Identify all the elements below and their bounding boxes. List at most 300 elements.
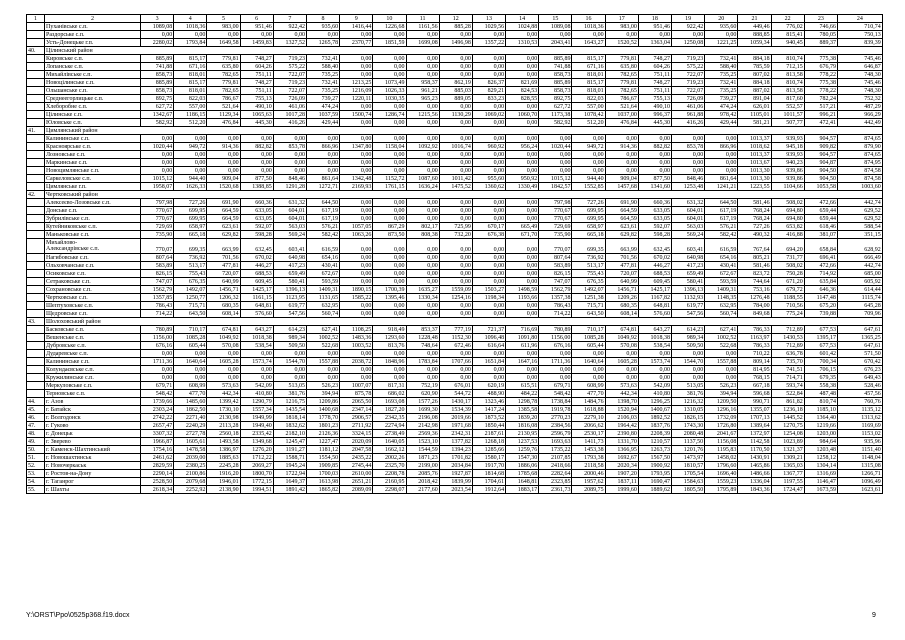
value-cell: 746,66 xyxy=(804,23,837,31)
value-cell: 0,00 xyxy=(638,167,671,175)
value-cell: 939,86 xyxy=(771,167,804,175)
value-cell: 563,03 xyxy=(672,223,705,231)
value-cell: 1017,28 xyxy=(273,111,306,119)
district-section-row xyxy=(27,318,883,326)
value-cell: 2020,09 xyxy=(340,438,373,446)
value-cell: 1584,63 xyxy=(672,478,705,486)
value-cell: 512,20 xyxy=(572,119,605,127)
value-cell: 1013,67 xyxy=(738,159,771,167)
district-name: Шолоховський район xyxy=(45,318,883,326)
value-cell: 1693,63 xyxy=(539,438,572,446)
value-cell: 1647,16 xyxy=(506,358,539,366)
value-cell: 775,24 xyxy=(771,310,804,318)
row-number: 47. xyxy=(27,422,45,430)
value-cell: 442,34 xyxy=(207,390,240,398)
value-cell: 1151,40 xyxy=(837,446,882,454)
value-cell: 1416,44 xyxy=(340,23,373,31)
value-cell: 0,00 xyxy=(439,31,472,39)
value-cell: 2279,10 xyxy=(572,414,605,422)
row-number xyxy=(27,231,45,239)
value-cell: 538,54 xyxy=(240,342,273,350)
value-cell: 1135,12 xyxy=(837,406,882,414)
settlement-name: Колундаєвське с.п. xyxy=(45,366,141,374)
value-cell: 670,42 xyxy=(837,358,882,366)
value-cell: 0,00 xyxy=(506,239,539,254)
value-cell: 542,09 xyxy=(240,382,273,390)
value-cell: 1023,89 xyxy=(771,438,804,446)
value-cell: 658,84 xyxy=(804,239,837,254)
value-cell: 0,00 xyxy=(406,135,439,143)
value-cell: 1971,68 xyxy=(439,422,472,430)
value-cell: 1389,64 xyxy=(738,422,771,430)
value-cell: 2043,41 xyxy=(539,39,572,47)
value-cell: 643,50 xyxy=(572,310,605,318)
value-cell: 672,46 xyxy=(439,342,472,350)
value-cell: 1552,85 xyxy=(572,183,605,191)
value-cell: 664,59 xyxy=(605,215,638,223)
value-cell: 715,71 xyxy=(174,302,207,310)
row-number xyxy=(27,286,45,294)
value-cell: 0,00 xyxy=(539,374,572,382)
value-cell: 1712,22 xyxy=(240,454,273,462)
value-cell: 739,27 xyxy=(306,95,339,103)
value-cell: 996,21 xyxy=(804,111,837,119)
value-cell: 779,81 xyxy=(605,55,638,63)
column-number-cell: 13 xyxy=(472,15,505,23)
value-cell: 1132,93 xyxy=(672,294,705,302)
value-cell: 2290,14 xyxy=(141,470,174,478)
value-cell: 0,00 xyxy=(439,63,472,71)
value-cell: 1085,28 xyxy=(572,334,605,342)
value-cell: 0,00 xyxy=(373,374,406,382)
value-cell: 810,74 xyxy=(804,398,837,406)
value-cell: 0,00 xyxy=(439,254,472,262)
value-cell: 1523,10 xyxy=(406,438,439,446)
settlement-row xyxy=(27,119,883,127)
value-cell: 1272,71 xyxy=(306,183,339,191)
value-cell: 1195,83 xyxy=(705,446,738,454)
value-cell: 805,21 xyxy=(738,254,771,262)
value-cell: 1276,20 xyxy=(240,446,273,454)
value-cell: 1254,16 xyxy=(439,294,472,302)
value-cell: 2618,34 xyxy=(141,486,174,494)
value-cell: 1873,52 xyxy=(472,414,505,422)
value-cell: 0,00 xyxy=(506,215,539,223)
district-section-row xyxy=(27,127,883,135)
value-cell: 593,59 xyxy=(705,278,738,286)
value-cell: 699,35 xyxy=(174,239,207,254)
settlement-name xyxy=(45,239,141,254)
value-cell: 649,43 xyxy=(837,374,882,382)
value-cell: 996,37 xyxy=(638,111,671,119)
value-cell: 776,02 xyxy=(771,23,804,31)
row-number: 49. xyxy=(27,438,45,446)
value-cell: 660,36 xyxy=(638,199,671,207)
value-cell: 755,43 xyxy=(572,270,605,278)
value-cell: 663,99 xyxy=(207,239,240,254)
value-cell: 1016,74 xyxy=(439,143,472,151)
value-cell: 508,02 xyxy=(771,262,804,270)
value-cell: 1850,44 xyxy=(472,422,505,430)
value-cell: 720,07 xyxy=(207,270,240,278)
value-cell: 583,89 xyxy=(141,262,174,270)
value-cell: 732,20 xyxy=(439,231,472,239)
value-cell: 580,41 xyxy=(672,278,705,286)
value-cell: 0,00 xyxy=(406,55,439,63)
value-cell: 0,00 xyxy=(439,350,472,358)
value-cell: 0,00 xyxy=(406,350,439,358)
value-cell: 0,00 xyxy=(605,366,638,374)
settlement-name: г. Новошахтинськ xyxy=(45,454,141,462)
value-cell: 1020,44 xyxy=(539,143,572,151)
value-cell: 0,00 xyxy=(340,151,373,159)
value-cell: 0,00 xyxy=(373,207,406,215)
value-cell: 2038,72 xyxy=(340,358,373,366)
settlement-row xyxy=(27,350,883,358)
row-number xyxy=(27,342,45,350)
column-number-cell: 9 xyxy=(340,15,373,23)
value-cell: 0,00 xyxy=(472,71,505,79)
value-cell: 0,00 xyxy=(506,103,539,111)
value-cell: 861,64 xyxy=(705,175,738,183)
value-cell: 747,07 xyxy=(141,278,174,286)
value-cell: 755,13 xyxy=(638,95,671,103)
value-cell: 0,00 xyxy=(207,151,240,159)
value-cell: 1226,68 xyxy=(373,23,406,31)
value-cell: 1131,65 xyxy=(306,294,339,302)
value-cell: 945,18 xyxy=(771,143,804,151)
value-cell: 575,22 xyxy=(672,63,705,71)
value-cell: 0,00 xyxy=(472,239,505,254)
settlement-row xyxy=(27,167,883,175)
settlement-name: Сохрановське с.п. xyxy=(45,286,141,294)
value-cell: 983,00 xyxy=(605,23,638,31)
value-cell: 861,64 xyxy=(306,175,339,183)
value-cell: 1013,30 xyxy=(738,175,771,183)
value-cell: 676,16 xyxy=(539,342,572,350)
value-cell: 547,56 xyxy=(672,310,705,318)
value-cell: 0,00 xyxy=(439,310,472,318)
value-cell: 694,80 xyxy=(771,215,804,223)
value-cell: 732,41 xyxy=(705,79,738,87)
column-number-cell: 12 xyxy=(439,15,472,23)
value-cell: 753,16 xyxy=(738,286,771,294)
value-cell: 748,64 xyxy=(406,342,439,350)
column-number-cell: 11 xyxy=(406,15,439,23)
value-cell: 1087,60 xyxy=(406,175,439,183)
settlement-name: Новоцимлянське с.п. xyxy=(45,167,141,175)
value-cell: 0,00 xyxy=(506,254,539,262)
row-number: 40. xyxy=(27,47,45,55)
value-cell: 664,59 xyxy=(207,215,240,223)
value-cell: 818,01 xyxy=(572,71,605,79)
value-cell: 666,49 xyxy=(837,254,882,262)
value-cell: 1020,44 xyxy=(141,143,174,151)
value-cell: 1206,32 xyxy=(207,294,240,302)
value-cell: 1215,56 xyxy=(406,111,439,119)
value-cell: 0,00 xyxy=(539,350,572,358)
value-cell: 892,75 xyxy=(539,95,572,103)
value-cell: 706,15 xyxy=(804,366,837,374)
value-cell: 676,01 xyxy=(439,382,472,390)
value-cell: 627,41 xyxy=(705,326,738,334)
value-cell: 2651,21 xyxy=(340,478,373,486)
value-cell: 1341,60 xyxy=(638,183,671,191)
value-cell: 0,00 xyxy=(672,151,705,159)
row-number xyxy=(27,215,45,223)
value-cell: 604,01 xyxy=(273,207,306,215)
value-cell: 1573,74 xyxy=(638,358,671,366)
value-cell: 2023,54 xyxy=(439,486,472,494)
settlement-name: г. Батайск xyxy=(45,406,141,414)
settlement-row xyxy=(27,478,883,486)
value-cell: 1364,40 xyxy=(804,414,837,422)
settlement-name: Ольшанське с.п. xyxy=(45,87,141,95)
value-cell: 1796,60 xyxy=(705,462,738,470)
value-cell: 813,76 xyxy=(373,342,406,350)
value-cell: 446,27 xyxy=(240,262,273,270)
value-cell: 1711,36 xyxy=(141,358,174,366)
value-cell: 1544,70 xyxy=(273,358,306,366)
value-cell: 956,24 xyxy=(506,143,539,151)
row-number xyxy=(27,71,45,79)
value-cell: 719,23 xyxy=(273,79,306,87)
value-cell: 588,40 xyxy=(705,63,738,71)
value-cell: 2528,50 xyxy=(141,478,174,486)
value-cell: 0,00 xyxy=(373,71,406,79)
value-cell: 768,15 xyxy=(738,374,771,382)
value-cell: 882,82 xyxy=(638,143,671,151)
value-cell: 770,67 xyxy=(141,215,174,223)
value-cell: 2274,94 xyxy=(373,422,406,430)
value-cell: 631,32 xyxy=(273,199,306,207)
value-cell: 633,05 xyxy=(240,207,273,215)
value-cell: 0,00 xyxy=(539,31,572,39)
value-cell: 2610,00 xyxy=(340,470,373,478)
value-cell: 1357,85 xyxy=(141,294,174,302)
value-cell: 648,81 xyxy=(240,302,273,310)
value-cell: 960,92 xyxy=(472,143,505,151)
row-number xyxy=(27,159,45,167)
value-cell: 700,34 xyxy=(804,358,837,366)
value-cell: 826,15 xyxy=(141,270,174,278)
value-cell: 0,00 xyxy=(174,366,207,374)
value-cell: 699,95 xyxy=(174,207,207,215)
value-cell: 768,24 xyxy=(738,215,771,223)
value-cell: 1458,02 xyxy=(705,454,738,462)
value-cell: 815,17 xyxy=(174,55,207,63)
value-cell: 1216,32 xyxy=(672,398,705,406)
column-number-cell: 1 xyxy=(27,15,45,23)
value-cell: 1018,36 xyxy=(572,23,605,31)
value-cell: 1417,24 xyxy=(472,406,505,414)
value-cell: 0,00 xyxy=(672,366,705,374)
value-cell: 1735,22 xyxy=(539,446,572,454)
value-cell: 0,00 xyxy=(306,366,339,374)
settlement-name: Цимлянське г.п. xyxy=(45,183,141,191)
value-cell: 748,27 xyxy=(638,79,671,87)
value-cell: 488,90 xyxy=(472,390,505,398)
value-cell: 2742,22 xyxy=(141,414,174,422)
row-number: 41. xyxy=(27,127,45,135)
row-number xyxy=(27,270,45,278)
value-cell: 1394,23 xyxy=(439,446,472,454)
row-number xyxy=(27,87,45,95)
value-cell: 0,00 xyxy=(406,103,439,111)
value-cell: 2325,70 xyxy=(373,462,406,470)
value-cell: 0,00 xyxy=(141,31,174,39)
value-cell: 1161,15 xyxy=(240,294,273,302)
settlement-name: Кировське с.п. xyxy=(45,55,141,63)
value-cell: 680,35 xyxy=(605,302,638,310)
value-cell: 1793,95 xyxy=(638,470,671,478)
settlement-name: г. Волгодонск xyxy=(45,414,141,422)
value-cell: 1065,63 xyxy=(240,111,273,119)
value-cell: 0,00 xyxy=(572,374,605,382)
value-cell: 674,81 xyxy=(605,326,638,334)
value-cell: 0,00 xyxy=(638,159,671,167)
district-section-row xyxy=(27,191,883,199)
value-cell: 552,57 xyxy=(771,103,804,111)
value-cell: 2390,80 xyxy=(605,430,638,438)
value-cell: 1096,48 xyxy=(472,334,505,342)
value-cell: 2020,34 xyxy=(605,462,638,470)
value-cell: 0,00 xyxy=(406,159,439,167)
value-cell: 679,35 xyxy=(804,374,837,382)
value-cell: 0,00 xyxy=(340,278,373,286)
settlement-row xyxy=(27,398,883,406)
value-cell: 623,61 xyxy=(207,223,240,231)
value-cell: 0,00 xyxy=(240,31,273,39)
value-cell: 1049,92 xyxy=(207,334,240,342)
settlement-name: Пуханівське с.п. xyxy=(45,23,141,31)
value-cell: 1063,26 xyxy=(340,231,373,239)
value-cell: 1395,17 xyxy=(804,334,837,342)
value-cell: 2435,22 xyxy=(340,454,373,462)
value-cell: 1994,51 xyxy=(240,486,273,494)
value-cell: 1386,97 xyxy=(207,446,240,454)
value-cell: 744,64 xyxy=(738,278,771,286)
value-cell: 0,00 xyxy=(472,167,505,175)
value-cell: 0,00 xyxy=(472,366,505,374)
value-cell: 826,37 xyxy=(472,79,505,87)
value-cell: 1453,38 xyxy=(572,446,605,454)
value-cell: 729,69 xyxy=(539,223,572,231)
value-cell: 0,00 xyxy=(439,151,472,159)
column-number-cell: 10 xyxy=(373,15,406,23)
value-cell: 935,60 xyxy=(306,23,339,31)
value-cell: 629,82 xyxy=(605,231,638,239)
value-cell: 1029,56 xyxy=(472,23,505,31)
value-cell: 0,00 xyxy=(638,31,671,39)
settlement-row xyxy=(27,135,883,143)
value-cell: 2461,62 xyxy=(141,454,174,462)
settlement-name: Среднеегорлицьке с.п. xyxy=(45,95,141,103)
value-cell: 635,84 xyxy=(804,278,837,286)
settlement-row xyxy=(27,422,883,430)
value-cell: 1104,66 xyxy=(771,183,804,191)
value-cell: 1209,26 xyxy=(605,294,638,302)
value-cell: 0,00 xyxy=(506,374,539,382)
value-cell: 659,44 xyxy=(804,207,837,215)
value-cell: 0,00 xyxy=(506,310,539,318)
row-number: 43. xyxy=(27,318,45,326)
value-cell: 457,56 xyxy=(837,390,882,398)
value-cell: 547,56 xyxy=(273,310,306,318)
value-cell: 0,00 xyxy=(605,159,638,167)
value-cell: 472,66 xyxy=(804,262,837,270)
value-cell: 0,00 xyxy=(506,199,539,207)
settlement-row xyxy=(27,223,883,231)
value-cell: 633,05 xyxy=(240,215,273,223)
value-cell: 0,00 xyxy=(472,63,505,71)
value-cell: 0,00 xyxy=(406,374,439,382)
value-cell: 1013,30 xyxy=(738,167,771,175)
value-cell: 1227,47 xyxy=(306,438,339,446)
value-cell: 1871,23 xyxy=(406,454,439,462)
value-cell: 0,00 xyxy=(373,55,406,63)
value-cell: 770,07 xyxy=(141,239,174,254)
value-cell: 1219,66 xyxy=(804,422,837,430)
value-cell: 608,99 xyxy=(174,382,207,390)
value-cell: 1430,53 xyxy=(771,334,804,342)
value-cell: 1201,76 xyxy=(672,446,705,454)
value-cell: 891,04 xyxy=(738,95,771,103)
value-cell: 1163,97 xyxy=(738,334,771,342)
value-cell: 1007,07 xyxy=(340,382,373,390)
value-cell: 727,26 xyxy=(572,199,605,207)
value-cell: 710,17 xyxy=(572,326,605,334)
value-cell: 0,00 xyxy=(705,135,738,143)
value-cell: 688,53 xyxy=(240,270,273,278)
value-cell: 0,00 xyxy=(240,151,273,159)
value-cell: 1544,59 xyxy=(406,446,439,454)
value-cell: 608,14 xyxy=(207,310,240,318)
settlement-row xyxy=(27,103,883,111)
column-number-row xyxy=(27,15,883,23)
settlement-row xyxy=(27,334,883,342)
value-cell: 0,00 xyxy=(306,159,339,167)
value-cell: 670,17 xyxy=(472,223,505,231)
settlement-row xyxy=(27,310,883,318)
value-cell: 1945,24 xyxy=(273,462,306,470)
value-cell: 2208,78 xyxy=(373,470,406,478)
value-cell: 580,41 xyxy=(273,278,306,286)
value-cell: 1492,07 xyxy=(174,286,207,294)
value-cell: 509,50 xyxy=(672,342,705,350)
value-cell: 815,41 xyxy=(771,31,804,39)
settlement-row xyxy=(27,151,883,159)
value-cell: 745,46 xyxy=(837,79,882,87)
value-cell: 3307,32 xyxy=(141,430,174,438)
value-cell: 2047,58 xyxy=(340,446,373,454)
value-cell: 1957,62 xyxy=(572,478,605,486)
value-cell: 1024,88 xyxy=(506,23,539,31)
settlement-row xyxy=(27,23,883,31)
value-cell: 442,49 xyxy=(837,119,882,127)
settlement-row xyxy=(27,239,883,254)
value-cell: 609,45 xyxy=(240,278,273,286)
value-cell: 853,78 xyxy=(672,143,705,151)
value-cell: 714,71 xyxy=(771,374,804,382)
value-cell: 978,42 xyxy=(705,111,738,119)
value-cell: 0,00 xyxy=(439,270,472,278)
value-cell: 2100,86 xyxy=(174,470,207,478)
value-cell: 0,00 xyxy=(373,262,406,270)
value-cell: 0,00 xyxy=(705,374,738,382)
value-cell: 1385,58 xyxy=(506,406,539,414)
value-cell: 0,00 xyxy=(472,254,505,262)
